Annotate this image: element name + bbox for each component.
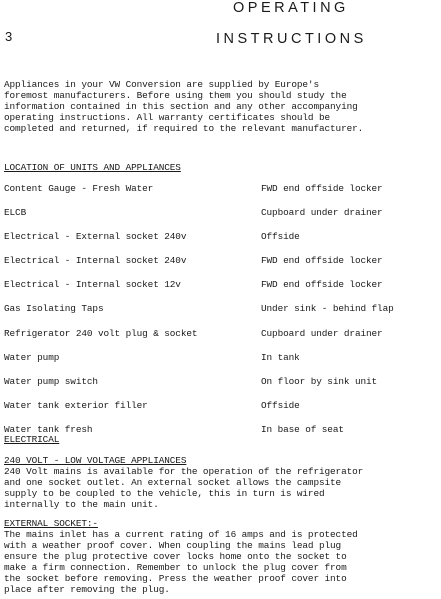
location-table: [4, 183, 438, 448]
location-position: In base of seat: [261, 423, 344, 435]
location-position: Cupboard under drainer: [261, 207, 383, 219]
location-position: FWD end offside locker: [261, 255, 383, 267]
location-position: FWD end offside locker: [261, 183, 383, 194]
location-item: Refrigerator 240 volt plug & socket: [4, 327, 198, 339]
location-row: [4, 279, 438, 303]
location-position: In tank: [261, 351, 300, 363]
location-row: [4, 352, 438, 376]
location-item: Content Gauge - Fresh Water: [4, 183, 154, 194]
location-item: Water tank exterior filler: [4, 399, 148, 411]
location-item: ELCB: [4, 207, 27, 219]
low-voltage-paragraph: 240 Volt mains is available for the operation of the refrigerator and one socket outlet. An external socket allows the campsite supply to be coupled to the vehicle, this in turn is wired internally to the main unit.: [4, 466, 364, 510]
location-item: Electrical - Internal socket 240v: [4, 255, 187, 267]
location-row: [4, 376, 438, 400]
location-row: [4, 183, 438, 207]
external-socket-heading: EXTERNAL SOCKET:-: [4, 518, 98, 529]
location-item: Electrical - Internal socket 12v: [4, 279, 181, 291]
location-row: [4, 303, 438, 327]
intro-paragraph: Appliances in your VW Conversion are supplied by Europe's foremost manufacturers. Before using them you should study the information contained in this section and any other accompanying operating instructions. All warranty certificates should be completed and returned, if required to the relevant manufacturer.: [4, 79, 364, 134]
location-position: Cupboard under drainer: [261, 327, 383, 339]
location-row: [4, 400, 438, 424]
location-item: Electrical - External socket 240v: [4, 231, 187, 243]
location-row: [4, 424, 438, 448]
location-position: FWD end offside locker: [261, 279, 383, 291]
location-row: [4, 207, 438, 231]
section-number: 3: [5, 29, 14, 44]
location-position: On floor by sink unit: [261, 375, 378, 387]
location-item: Water tank fresh: [4, 423, 93, 435]
location-heading: LOCATION OF UNITS AND APPLIANCES: [4, 162, 181, 173]
location-item: Water pump switch: [4, 375, 98, 387]
location-item: Gas Isolating Taps: [4, 303, 104, 315]
electrical-heading: ELECTRICAL: [4, 434, 60, 445]
location-item: Water pump: [4, 351, 60, 363]
page-title-operating: OPERATING: [233, 0, 349, 16]
location-row: [4, 231, 438, 255]
page-title-instructions: INSTRUCTIONS: [216, 31, 367, 47]
low-voltage-heading: 240 VOLT - LOW VOLTAGE APPLIANCES: [4, 455, 187, 466]
external-socket-paragraph: The mains inlet has a current rating of 16 amps and is protected with a weather proof cover. When coupling the mains lead plug ensure the plug protective cover locks home onto the socket to make a firm connection. Remember to unlock the plug cover from the socket before removing. Press the weather proof cover into place after removing the plug.: [4, 529, 358, 595]
location-row: [4, 328, 438, 352]
location-position: Offside: [261, 399, 300, 411]
location-position: Offside: [261, 231, 300, 243]
location-position: Under sink - behind flap: [261, 303, 394, 315]
location-row: [4, 255, 438, 279]
